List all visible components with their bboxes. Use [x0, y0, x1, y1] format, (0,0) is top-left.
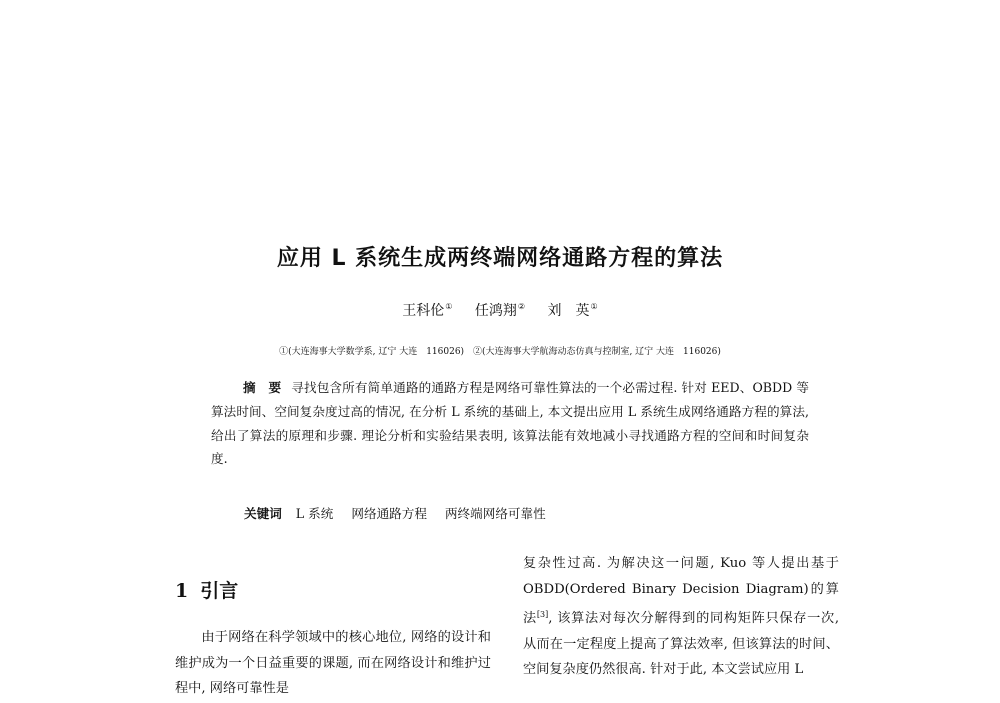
paper-title: 应用 L 系统生成两终端网络通路方程的算法 — [276, 246, 724, 271]
right-column — [523, 551, 839, 683]
section-number: 1 — [175, 580, 189, 602]
author-1 — [402, 303, 452, 319]
affiliations — [0, 344, 1000, 357]
author-mark: ② — [517, 302, 526, 311]
keyword-item: L 系统 — [295, 506, 334, 521]
keyword-item: 两终端网络可靠性 — [444, 506, 546, 521]
section-heading — [175, 576, 238, 603]
body-text: 复杂性过高. 为解决这一问题, Kuo 等人提出基于 OBDD(Ordered Binary Decision Diagram)的算法 — [523, 556, 839, 627]
author-mark: ① — [590, 302, 598, 311]
affiliation-2: ②(大连海事大学航海动态仿真与控制室, 辽宁 大连 116026) — [472, 347, 721, 357]
author-mark: ① — [445, 302, 453, 311]
body-text: , 该算法对每次分解得到的同构矩阵只保存一次, 从而在一定程度上提高了算法效率, 但该算法的时间、空间复杂度仍然很高. 针对于此, 本文尝试应用 L — [523, 611, 840, 678]
author-line — [0, 300, 1000, 320]
abstract-label: 摘 要 — [243, 380, 282, 395]
left-column — [175, 625, 491, 702]
abstract-text: 寻找包含所有简单通路的通路方程是网络可靠性算法的一个必需过程. 针对 EED、OBDD 等算法时间、空间复杂度过高的情况, 在分析 L 系统的基础上, 本文提出应用 L 系统生成网络通路方程的算法, 给出了算法的原理和步骤. 理论分析和实验结果表明, 该算法能有效地减小寻找通路方程的空间和时间复杂度. — [211, 380, 809, 467]
keywords — [244, 503, 560, 522]
citation-ref: [3] — [536, 610, 549, 620]
body-paragraph — [523, 551, 839, 683]
author-2 — [475, 303, 525, 319]
author-name: 王科伦 — [402, 303, 445, 319]
body-paragraph: 由于网络在科学领域中的核心地位, 网络的设计和维护成为一个日益重要的课题, 而在网络设计和维护过程中, 网络可靠性是 — [175, 630, 491, 697]
section-title: 引言 — [200, 580, 239, 602]
author-name: 任鸿翔 — [474, 303, 517, 319]
affiliation-1: ①(大连海事大学数学系, 辽宁 大连 116026) — [279, 347, 465, 357]
keywords-label: 关键词 — [244, 506, 282, 521]
keyword-item: 网络通路方程 — [351, 506, 427, 521]
author-3 — [548, 303, 598, 319]
author-name: 刘 英 — [547, 303, 590, 319]
abstract — [211, 376, 809, 471]
